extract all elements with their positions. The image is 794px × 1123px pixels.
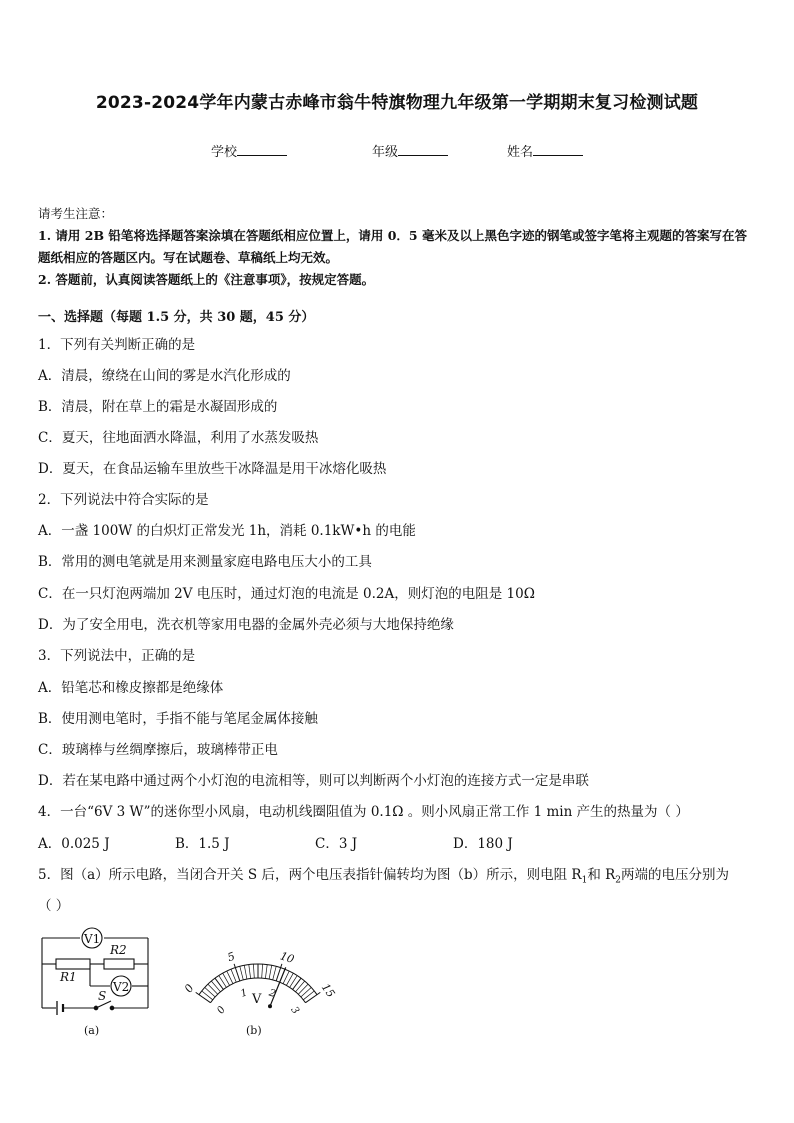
q4-option-d: D．180 J (453, 836, 513, 852)
grade-field (372, 141, 448, 160)
r2-label: R2 (110, 943, 127, 957)
q5-stem-post: 两端的电压分别为 (621, 867, 730, 883)
outer-tick-15: 15 (318, 981, 338, 1001)
q2-option-d: D．为了安全用电，洗衣机等家用电器的金属外壳必须与大地保持绝缘 (38, 617, 454, 633)
dial-tick (249, 965, 251, 979)
dial-unit-label: V (252, 992, 262, 1007)
notes-item-1: 1. 请用 2B 铅笔将选择题答案涂填在答题纸相应位置上，请用 0．5 毫米及以上黑色字迹的钢笔或签字笔将主观题的答案写在答题纸相应的答题区内。写在试题卷、草稿纸上均无效。 (38, 228, 747, 265)
dial-tick (262, 964, 263, 978)
q2-option-b: B．常用的测电笔就是用来测量家庭电路电压大小的工具 (38, 554, 372, 570)
q4-option-c: C．3 J (315, 836, 358, 852)
notes-item-2: 2. 答题前，认真阅读答题纸上的《注意事项》，按规定答题。 (38, 272, 375, 287)
q3-option-a: A．铅笔芯和橡皮擦都是绝缘体 (38, 680, 224, 696)
dial-tick (244, 965, 247, 979)
dial-needle (270, 967, 286, 1006)
q4-option-b: B．1.5 J (175, 836, 230, 852)
dial-pivot (268, 1004, 272, 1008)
resistor-r2-icon (104, 959, 134, 969)
q5-stem-mid: 和 R (587, 867, 616, 883)
dial-tick (202, 991, 213, 1000)
dial-tick (303, 991, 314, 1000)
q3-option-d: D．若在某电路中通过两个小灯泡的电流相等，则可以判断两个小灯泡的连接方式一定是串联 (38, 773, 589, 789)
dial-tick (196, 992, 211, 1002)
inner-tick-0: 0 (215, 1004, 228, 1017)
dial-tick (265, 965, 267, 979)
dial-tick (301, 988, 311, 997)
q5-stem (38, 863, 729, 886)
q3-option-c: C．玻璃棒与丝绸摩擦后，玻璃棒带正电 (38, 742, 278, 758)
notes-heading: 请考生注意： (38, 206, 114, 221)
q5-stem-pre: 5．图（a）所示电路，当闭合开关 S 后，两个电压表指针偏转均为图（b）所示，则电阻 R (38, 867, 582, 883)
inner-tick-2: 2 (267, 987, 277, 1001)
inner-tick-3: 3 (288, 1004, 301, 1017)
switch-label: S (98, 989, 107, 1003)
r1-label: R1 (60, 970, 77, 984)
dial-tick (298, 984, 308, 994)
q4-option-a: A．0.025 J (38, 836, 110, 852)
school-label: 学校 (211, 145, 238, 160)
dial-tick (253, 964, 254, 978)
q5-paren: （ ） (38, 898, 70, 914)
q1-option-d: D．夏天，在食品运输车里放些干冰降温是用干冰熔化吸热 (38, 461, 387, 477)
grade-label: 年级 (372, 145, 399, 160)
dial-tick (215, 978, 223, 989)
dial-tick (273, 966, 277, 980)
dial-tick (293, 978, 301, 989)
outer-tick-10: 10 (278, 949, 296, 967)
outer-tick-0: 0 (181, 981, 197, 996)
resistor-r1-icon (56, 959, 90, 969)
q1-option-c: C．夏天，往地面洒水降温，利用了水蒸发吸热 (38, 430, 319, 446)
dial-tick (205, 988, 215, 997)
grade-blank (398, 143, 448, 156)
q2-option-c: C．在一只灯泡两端加 2V 电压时，通过灯泡的电流是 0.2A，则灯泡的电阻是 10Ω (38, 586, 535, 602)
figure-a-circuit (36, 922, 156, 1040)
q5-sub-1: 1 (581, 875, 588, 886)
v2-label: V2 (113, 980, 130, 994)
q2-option-a: A．一盏 100W 的白炽灯正常发光 1h，消耗 0.1kW•h 的电能 (38, 523, 416, 539)
section-heading: 一、选择题（每题 1.5 分，共 30 题，45 分） (38, 310, 315, 325)
q1-stem: 1．下列有关判断正确的是 (38, 337, 196, 353)
outer-tick-5: 5 (225, 949, 237, 965)
q1-option-b: B．清晨，附在草上的霜是水凝固形成的 (38, 399, 278, 415)
name-field (507, 141, 583, 160)
q2-stem: 2．下列说法中符合实际的是 (38, 492, 209, 508)
q3-stem: 3．下列说法中，正确的是 (38, 648, 196, 664)
dial-tick (296, 981, 305, 992)
dial-tick (306, 992, 321, 1002)
dial-tick (208, 984, 218, 994)
figure-a-caption: (a) (84, 1024, 100, 1037)
q5-sub-2: 2 (615, 875, 622, 886)
dial-tick (211, 981, 220, 992)
page-title: 2023-2024学年内蒙古赤峰市翁牛特旗物理九年级第一学期期末复习检测试题 (95, 93, 699, 113)
name-label: 姓名 (507, 145, 534, 160)
school-blank (237, 143, 287, 156)
name-blank (533, 143, 583, 156)
dial-tick (269, 965, 272, 979)
inner-tick-1: 1 (239, 987, 249, 1000)
school-field (211, 141, 287, 160)
q4-stem: 4．一台“6V 3 W”的迷你型小风扇，电动机线圈阻值为 0.1Ω 。则小风扇正常工作 1 min 产生的热量为（ ） (38, 804, 689, 820)
figure-b-voltmeter-dial (168, 928, 348, 1040)
q3-option-b: B．使用测电笔时，手指不能与笔尾金属体接触 (38, 711, 318, 727)
figure-b-caption: (b) (246, 1024, 262, 1037)
v1-label: V1 (84, 932, 101, 946)
dial-tick (240, 966, 244, 980)
q1-option-a: A．清晨，缭绕在山间的雾是水汽化形成的 (38, 368, 291, 384)
exam-notes (38, 203, 758, 291)
dial-tick (231, 969, 236, 982)
